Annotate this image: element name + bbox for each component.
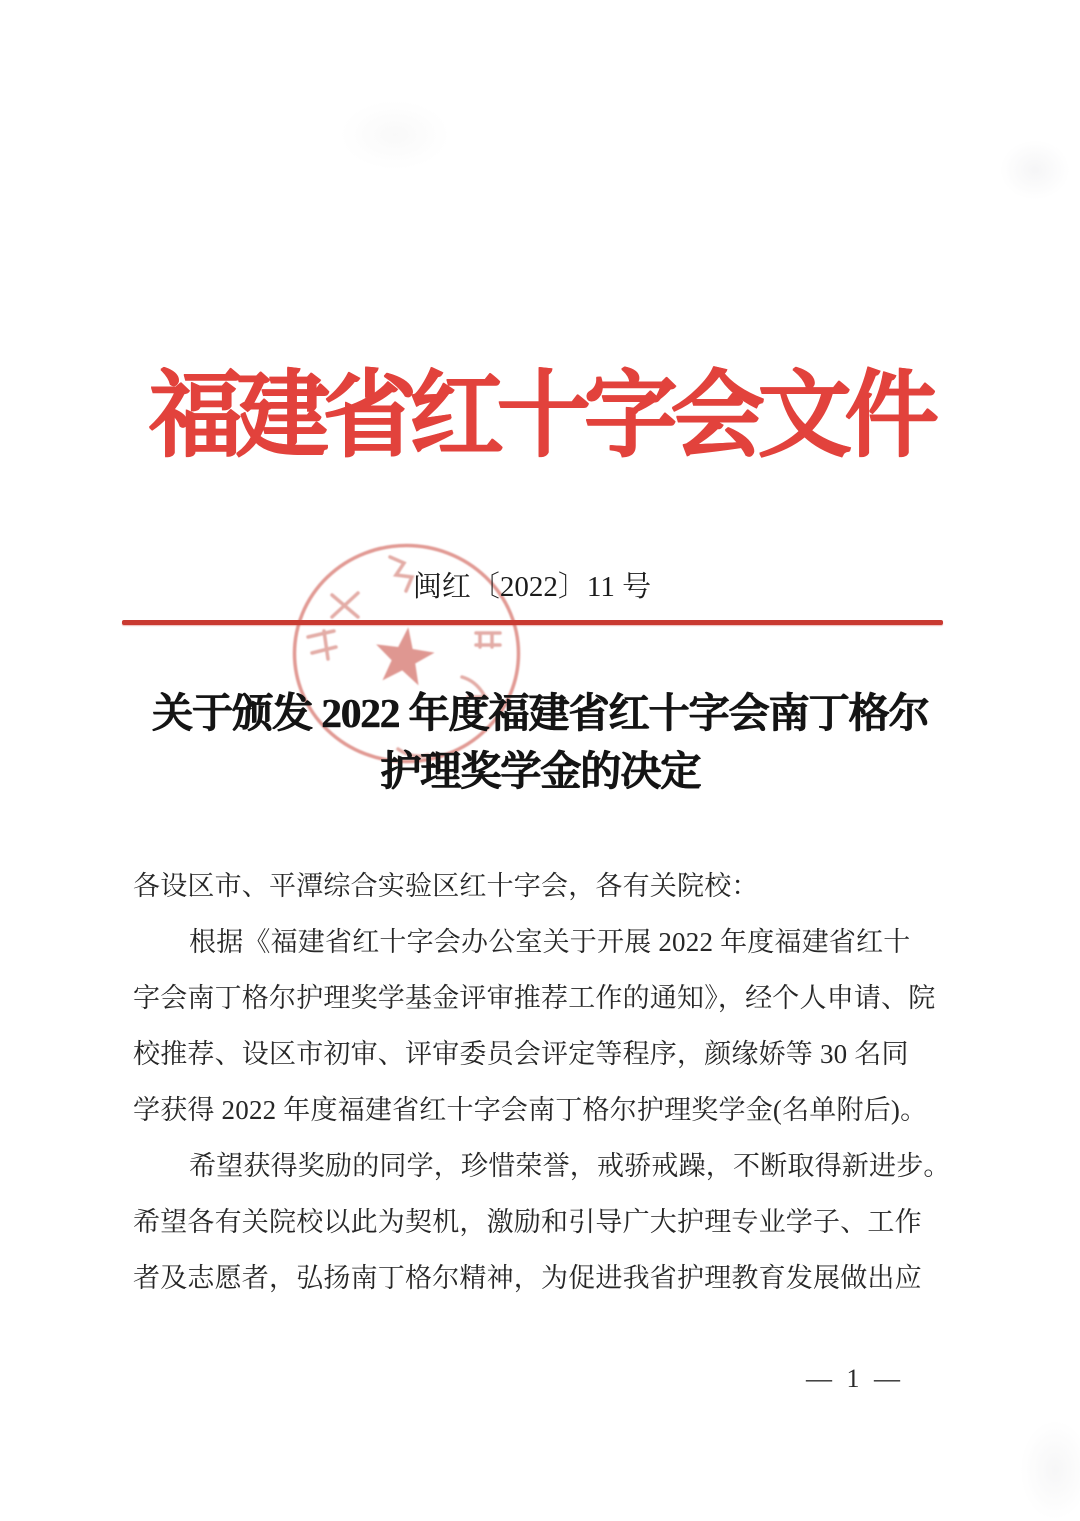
paragraph2-line: 希望获得奖励的同学，珍惜荣誉，戒骄戒躁，不断取得新进步。 [189,1151,951,1181]
letterhead-title: 福建省红十字会文件 [148,364,932,468]
document-title-line-2: 护理奖学金的决定 [380,748,700,794]
scan-smudge [340,100,450,170]
seal-star-icon [371,623,437,687]
paragraph1-line: 校推荐、设区市初审、评审委员会评定等程序，颜缘娇等 30 名同 [133,1039,909,1069]
red-separator-rule [122,620,943,625]
scan-smudge [1020,1420,1080,1520]
paragraph1-line: 学获得 2022 年度福建省红十字会南丁格尔护理奖学金(名单附后)。 [133,1095,928,1125]
paragraph1-line: 根据《福建省红十字会办公室关于开展 2022 年度福建省红十 [189,927,911,957]
salutation-line: 各设区市、平潭综合实验区红十字会，各有关院校： [133,871,759,901]
paragraph1-line: 字会南丁格尔护理奖学基金评审推荐工作的通知》，经个人申请、院 [133,983,936,1013]
document-body [133,858,951,1306]
paragraph2-line: 希望各有关院校以此为契机，激励和引导广大护理专业学子、工作 [133,1207,922,1237]
page-number: — 1 — [806,1364,904,1393]
paragraph2-line: 者及志愿者，弘扬南丁格尔精神，为促进我省护理教育发展做出应 [133,1263,922,1293]
document-number: 闽红〔2022〕11 号 [412,571,652,603]
document-title-line-1: 关于颁发 2022 年度福建省红十字会南丁格尔 [151,690,929,736]
scan-smudge [1000,140,1070,200]
